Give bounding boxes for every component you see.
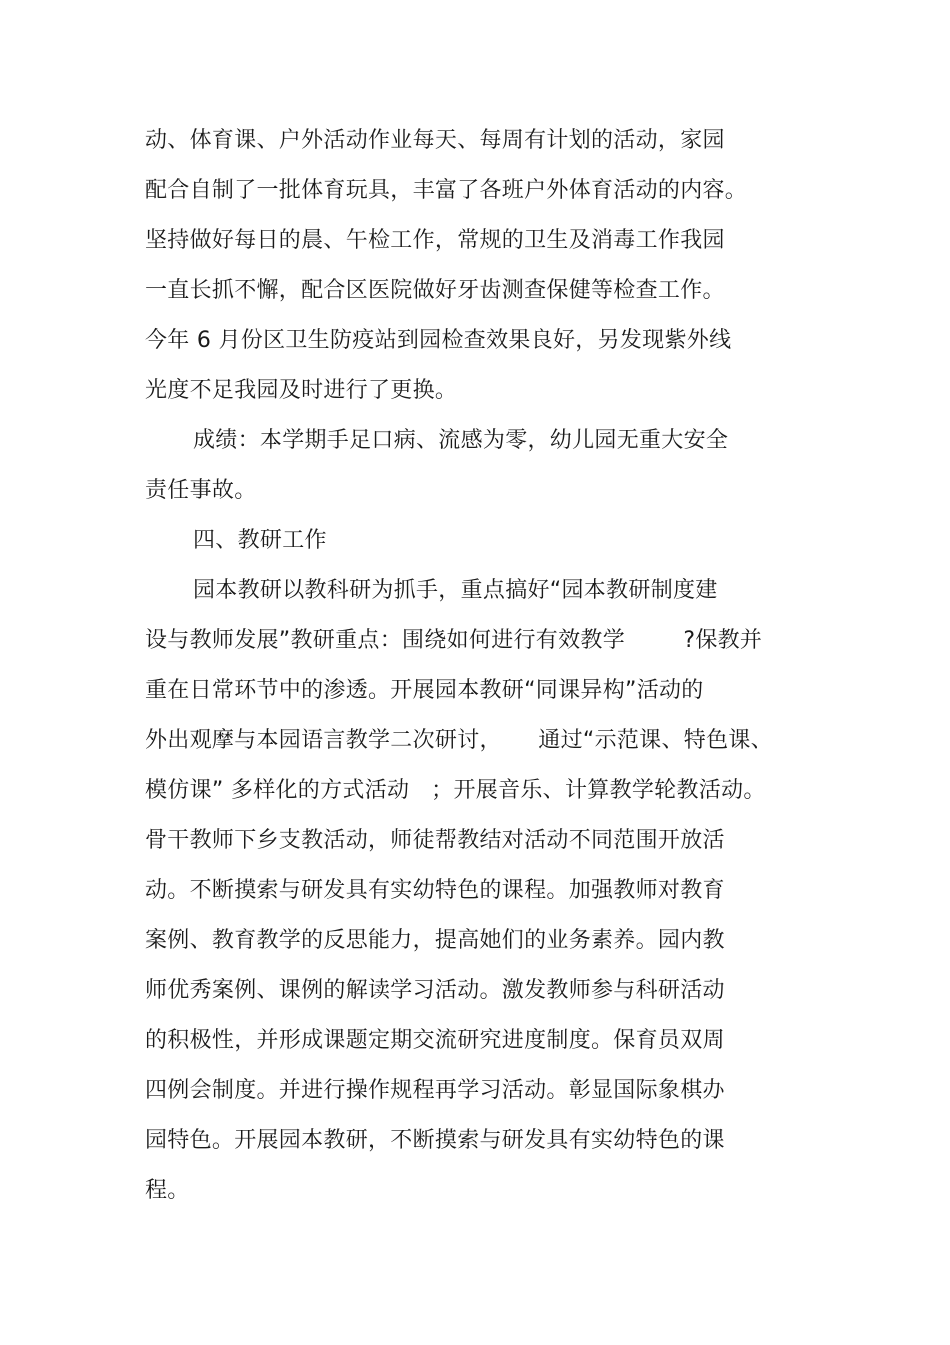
text-line: 师优秀案例、课例的解读学习活动。激发教师参与科研活动	[145, 978, 725, 1003]
text-line: 设与教师发展”教研重点：围绕如何进行有效教学 ?保教并	[145, 628, 763, 653]
text-line: 案例、教育教学的反思能力，提高她们的业务素养。园内教	[145, 928, 725, 953]
text-line: 模仿课” 多样化的方式活动 ；开展音乐、计算教学轮教活动。	[145, 778, 766, 803]
text-line: 一直长抓不懈，配合区医院做好牙齿测查保健等检查工作。	[145, 278, 725, 303]
text-line: 动。不断摸索与研发具有实幼特色的课程。加强教师对教育	[145, 878, 725, 903]
paragraph-first-line: 园本教研以教科研为抓手，重点搞好“园本教研制度建	[193, 578, 718, 603]
text-line: 光度不足我园及时进行了更换。	[145, 378, 458, 403]
text-line: 动、体育课、户外活动作业每天、每周有计划的活动，家园	[145, 128, 725, 153]
section-heading: 四、教研工作	[193, 528, 327, 553]
text-line: 责任事故。	[145, 478, 257, 503]
text-line: 程。	[145, 1178, 190, 1203]
text-line: 四例会制度。并进行操作规程再学习活动。彰显国际象棋办	[145, 1078, 725, 1103]
text-line: 外出观摩与本园语言教学二次研讨， 通过“示范课、特色课、	[145, 728, 773, 753]
paragraph-first-line: 成绩：本学期手足口病、流感为零，幼儿园无重大安全	[193, 428, 729, 453]
text-line: 的积极性，并形成课题定期交流研究进度制度。保育员双周	[145, 1028, 725, 1053]
text-line: 园特色。开展园本教研，不断摸索与研发具有实幼特色的课	[145, 1128, 725, 1153]
text-line: 今年 6 月份区卫生防疫站到园检查效果良好，另发现紫外线	[145, 328, 732, 353]
text-line: 重在日常环节中的渗透。开展园本教研“同课异构”活动的	[145, 678, 704, 703]
text-line: 骨干教师下乡支教活动，师徒帮教结对活动不同范围开放活	[145, 828, 725, 853]
text-line: 坚持做好每日的晨、午检工作，常规的卫生及消毒工作我园	[145, 228, 725, 253]
text-line: 配合自制了一批体育玩具，丰富了各班户外体育活动的内容。	[145, 178, 748, 203]
